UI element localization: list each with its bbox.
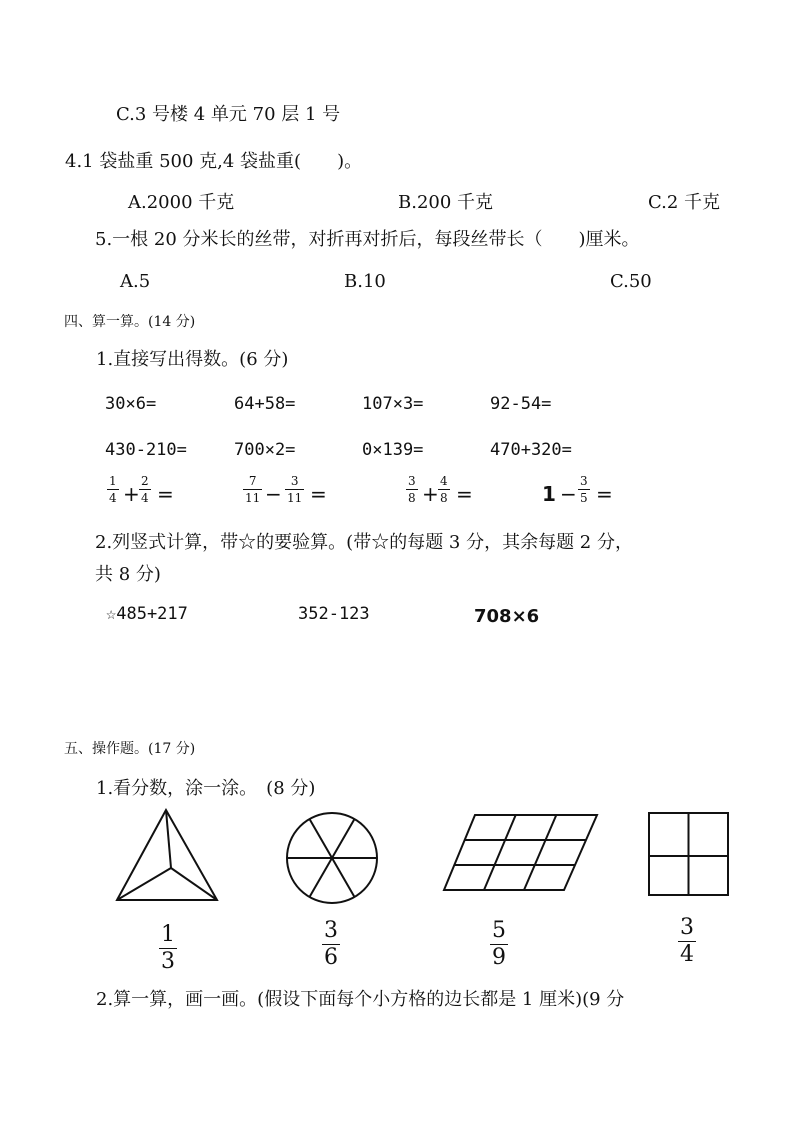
equals-sign: = — [456, 482, 473, 506]
q4-stem: 4.1 袋盐重 500 克,4 袋盐重( )。 — [65, 151, 363, 172]
q4-option-c: C.2 千克 — [648, 192, 721, 213]
calc-item: 92-54= — [490, 394, 552, 414]
s5-q2-title: 2.算一算，画一画。(假设下面每个小方格的边长都是 1 厘米)(9 分 — [96, 989, 625, 1010]
calc-item: 30×6= — [105, 394, 157, 414]
fraction: 1 4 — [109, 474, 117, 505]
equals-sign: = — [596, 482, 613, 506]
operator: + — [123, 482, 140, 506]
q4-option-b: B.200 千克 — [398, 192, 494, 213]
fraction: 3 5 — [580, 474, 588, 505]
s4-q1-title: 1.直接写出得数。(6 分) — [96, 349, 289, 370]
q5-option-c: C.50 — [610, 271, 652, 292]
s5-q1-title: 1.看分数，涂一涂。 (8 分) — [96, 778, 316, 799]
fraction: 4 8 — [440, 474, 448, 505]
equals-sign: = — [157, 482, 174, 506]
circle-diagram — [284, 810, 380, 906]
vertical-calc-item: 352-123 — [298, 604, 370, 624]
calc-item: 0×139= — [362, 440, 424, 460]
s4-q2-title-line2: 共 8 分) — [95, 564, 161, 585]
fraction-label: 1 3 — [161, 922, 175, 974]
square-diagram — [647, 811, 731, 897]
calc-item: 107×3= — [362, 394, 424, 414]
q3-option-c: C.3 号楼 4 单元 70 层 1 号 — [116, 104, 341, 125]
equals-sign: = — [310, 482, 327, 506]
calc-item: 470+320= — [490, 440, 572, 460]
fraction-label: 3 4 — [680, 915, 694, 967]
fraction: 3 11 — [287, 474, 303, 505]
operator: − — [265, 482, 282, 506]
parallelogram-grid-diagram — [442, 812, 602, 894]
calc-item: 430-210= — [105, 440, 187, 460]
q5-option-b: B.10 — [344, 271, 386, 292]
vertical-calc-item: ☆485+217 — [106, 604, 188, 624]
section4-title: 四、算一算。(14 分) — [64, 314, 196, 330]
calc-item: 700×2= — [234, 440, 296, 460]
triangle-diagram — [113, 808, 223, 903]
fraction-label: 3 6 — [324, 918, 338, 970]
fraction: 7 11 — [245, 474, 261, 505]
fraction: 2 4 — [141, 474, 149, 505]
q5-option-a: A.5 — [120, 271, 151, 292]
vertical-calc-item: 708×6 — [474, 606, 540, 627]
q4-option-a: A.2000 千克 — [128, 192, 235, 213]
fraction: 3 8 — [408, 474, 416, 505]
section5-title: 五、操作题。(17 分) — [64, 741, 196, 757]
fraction-label: 5 9 — [492, 918, 506, 970]
q5-stem: 5.一根 20 分米长的丝带，对折再对折后，每段丝带长（ )厘米。 — [95, 229, 640, 250]
operator: − — [560, 482, 577, 506]
calc-item: 64+58= — [234, 394, 296, 414]
s4-q2-title-line1: 2.列竖式计算，带☆的要验算。(带☆的每题 3 分，其余每题 2 分， — [95, 532, 633, 553]
whole-number: 1 — [542, 482, 556, 506]
operator: + — [422, 482, 439, 506]
